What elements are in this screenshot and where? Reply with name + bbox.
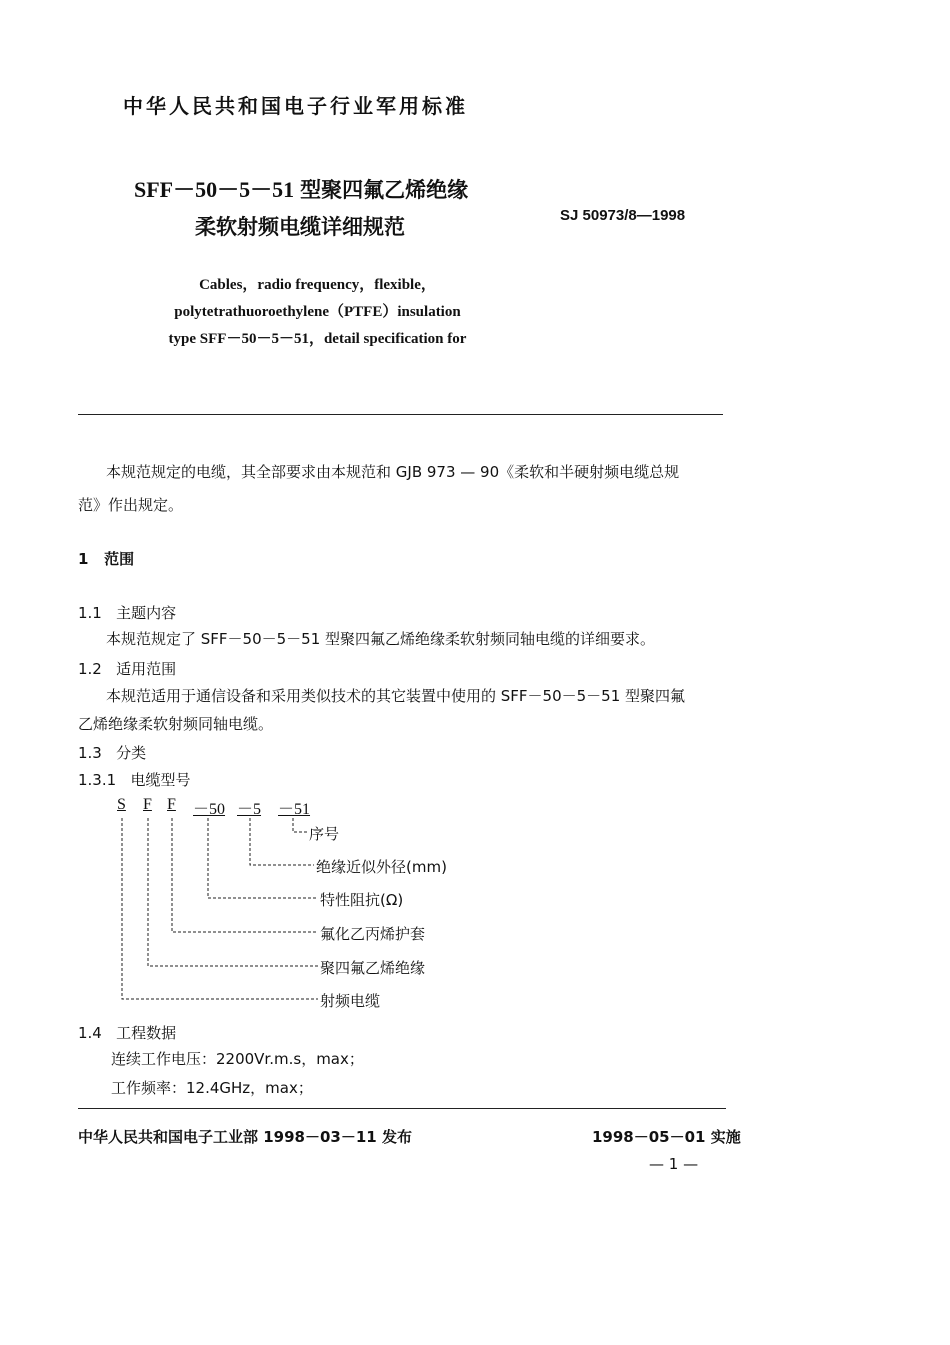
org-title: 中华人民共和国电子行业军用标准 bbox=[123, 94, 468, 118]
intro-line-1: 本规范规定的电缆，其全部要求由本规范和 GJB 973 — 90《柔软和半硬射频电缆总规 bbox=[106, 463, 680, 481]
label-insulation-diameter: 绝缘近似外径(mm) bbox=[316, 858, 447, 876]
label-rf-cable: 射频电缆 bbox=[320, 992, 381, 1010]
code-part-51: －51 bbox=[278, 801, 311, 818]
section-1-4-frequency: 工作频率：12.4GHz，max； bbox=[111, 1079, 313, 1097]
code-part-f2: F bbox=[167, 796, 176, 813]
section-1-4-voltage: 连续工作电压：2200Vr.m.s，max； bbox=[111, 1050, 364, 1068]
english-title-line-2: polytetrathuoroethylene（PTFE）insulation bbox=[174, 304, 461, 320]
section-1-4-heading: 1.4 工程数据 bbox=[78, 1024, 177, 1042]
code-part-50: －50 bbox=[193, 801, 226, 818]
section-1-2-heading: 1.2 适用范围 bbox=[78, 660, 177, 678]
standard-number: SJ 50973/8—1998 bbox=[560, 207, 686, 224]
title-line-2: 柔软射频电缆详细规范 bbox=[195, 215, 405, 239]
section-1-3-1-heading: 1.3.1 电缆型号 bbox=[78, 771, 191, 789]
code-part-5: －5 bbox=[237, 801, 262, 818]
effective-date: 1998－05－01 实施 bbox=[592, 1128, 741, 1146]
code-part-f1: F bbox=[143, 796, 152, 813]
label-ptfe-insulation: 聚四氟乙烯绝缘 bbox=[320, 959, 426, 977]
section-1-2-text-2: 乙烯绝缘柔软射频同轴电缆。 bbox=[78, 715, 274, 733]
footer-divider bbox=[78, 1108, 726, 1109]
section-1-3-heading: 1.3 分类 bbox=[78, 744, 147, 762]
code-part-s: S bbox=[117, 796, 126, 813]
section-1-1-text: 本规范规定了 SFF－50－5－51 型聚四氟乙烯绝缘柔软射频同轴电缆的详细要求。 bbox=[106, 630, 656, 648]
issued-date: 中华人民共和国电子工业部 1998－03－11 发布 bbox=[78, 1128, 412, 1146]
section-1-heading: 1 范围 bbox=[78, 550, 135, 568]
english-title-line-3: type SFF－50－5－51，detail specification for bbox=[168, 331, 467, 347]
title-model: SFF－50－5－51 bbox=[134, 177, 295, 202]
label-serial: 序号 bbox=[309, 825, 340, 843]
section-1-2-text-1: 本规范适用于通信设备和采用类似技术的其它装置中使用的 SFF－50－5－51 型聚四氟 bbox=[106, 687, 686, 705]
intro-line-2: 范》作出规定。 bbox=[78, 496, 184, 514]
page-number: — 1 — bbox=[649, 1155, 699, 1173]
label-impedance: 特性阻抗(Ω) bbox=[320, 891, 404, 909]
title-line-1-rest: 型聚四氟乙烯绝缘 bbox=[300, 178, 469, 202]
english-title-line-1: Cables，radio frequency，flexible， bbox=[199, 277, 436, 293]
section-1-1-heading: 1.1 主题内容 bbox=[78, 604, 177, 622]
label-fep-jacket: 氟化乙丙烯护套 bbox=[320, 925, 426, 943]
